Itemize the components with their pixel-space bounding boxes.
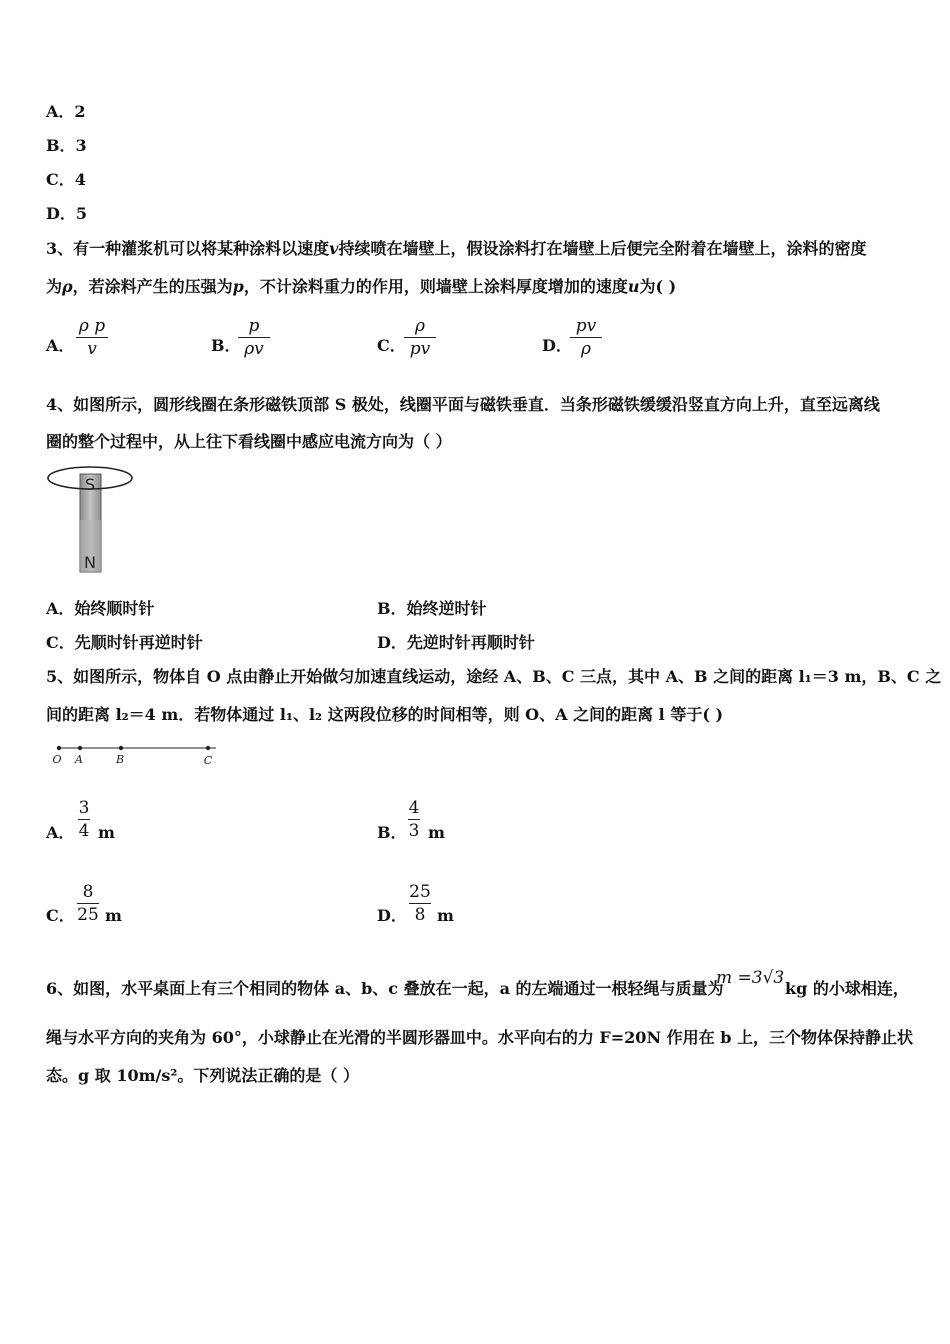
magnet-north-label: N xyxy=(84,553,96,572)
q4-option-b[interactable]: B．始终逆时针 xyxy=(377,599,487,618)
q5-option-b-unit: m xyxy=(428,823,445,842)
q5-option-d-fraction: 25 8 xyxy=(409,882,431,925)
q3-stem-line1: 3、有一种灌浆机可以将某种涂料以速度v持续喷在墙壁上，假设涂料打在墙壁上后便完全附着在墙壁上，涂料的密度 xyxy=(46,239,867,258)
q4-stem-line1: 4、如图所示，圆形线圈在条形磁铁顶部 S 极处，线圈平面与磁铁垂直．当条形磁铁缓缓沿竖直方向上升，直至远离线 xyxy=(46,395,880,414)
q4-option-d[interactable]: D．先逆时针再顺时针 xyxy=(377,633,535,652)
q5-option-c-label[interactable]: C． xyxy=(46,906,75,925)
label-o: O xyxy=(52,753,62,766)
option-text: 4 xyxy=(74,170,86,189)
q3-option-b-label[interactable]: B． xyxy=(211,336,241,355)
q3-option-a-label[interactable]: A． xyxy=(46,336,75,355)
q3-option-d-label[interactable]: D． xyxy=(542,336,572,355)
q3-option-a-fraction: ρ p v xyxy=(72,316,112,359)
q6-stem-line2: 绳与水平方向的夹角为 60°，小球静止在光滑的半圆形器皿中。水平向右的力 F=20N 作用在 b 上，三个物体保持静止状 xyxy=(46,1028,913,1047)
q3-option-c-label[interactable]: C． xyxy=(377,336,406,355)
q5-option-b-label[interactable]: B． xyxy=(377,823,407,842)
q3-option-b-fraction: p ρv xyxy=(234,316,274,359)
option-label: B． xyxy=(46,136,76,155)
point-c xyxy=(206,746,210,750)
q5-option-a-unit: m xyxy=(98,823,115,842)
point-b xyxy=(119,746,123,750)
q5-option-a-label[interactable]: A． xyxy=(46,823,75,842)
label-b: B xyxy=(115,753,125,766)
q6-stem-line1-end: kg 的小球相连， xyxy=(785,979,909,998)
q5-stem-line1: 5、如图所示，物体自 O 点由静止开始做匀加速直线运动，途经 A、B、C 三点，其中 A、B 之间的距离 l₁＝3 m，B、C 之 xyxy=(46,667,942,686)
q2-option-c[interactable] xyxy=(46,170,86,190)
option-label: D． xyxy=(46,204,76,223)
q5-option-c-fraction: 8 25 xyxy=(77,882,99,925)
q5-option-c-unit: m xyxy=(105,906,122,925)
q4-magnet-figure xyxy=(44,462,136,578)
q3-option-c-fraction: ρ pv xyxy=(400,316,440,359)
q5-option-d-unit: m xyxy=(437,906,454,925)
q6-stem-line1: 6、如图，水平桌面上有三个相同的物体 a、b、c 叠放在一起，a 的左端通过一根轻绳与质量为 xyxy=(46,979,724,998)
q5-option-b-fraction: 4 3 xyxy=(408,798,420,841)
q3-stem-line2: 为ρ，若涂料产生的压强为p，不计涂料重力的作用，则墙壁上涂料厚度增加的速度u为( ) xyxy=(46,277,677,296)
q5-option-a-fraction: 3 4 xyxy=(78,798,90,841)
point-o xyxy=(57,746,61,750)
option-label: A． xyxy=(46,102,75,121)
magnet-south-label: S xyxy=(84,475,96,494)
option-label: C． xyxy=(46,170,75,189)
q4-stem-line2: 圈的整个过程中，从上往下看线圈中感应电流方向为（ ） xyxy=(46,432,452,451)
q3-option-d-fraction: pv ρ xyxy=(566,316,606,359)
q5-line-diagram xyxy=(48,738,223,768)
q6-mass-formula: m =3√3 xyxy=(716,968,785,988)
point-a xyxy=(78,746,82,750)
q4-option-c[interactable]: C．先顺时针再逆时针 xyxy=(46,633,203,652)
label-c: C xyxy=(203,754,213,767)
q2-option-d[interactable] xyxy=(46,204,87,224)
option-text: 2 xyxy=(74,102,86,121)
points-line xyxy=(48,738,223,768)
q2-option-a[interactable] xyxy=(46,102,86,122)
label-a: A xyxy=(75,753,83,766)
q6-stem-line3: 态。g 取 10m/s²。下列说法正确的是（ ） xyxy=(46,1066,359,1085)
magnet-coil-diagram xyxy=(44,462,136,578)
option-text: 3 xyxy=(75,136,87,155)
q2-option-b[interactable] xyxy=(46,136,87,156)
option-text: 5 xyxy=(75,204,88,223)
q4-option-a[interactable]: A．始终顺时针 xyxy=(46,599,155,618)
q5-option-d-label[interactable]: D． xyxy=(377,906,407,925)
q5-stem-line2: 间的距离 l₂＝4 m．若物体通过 l₁、l₂ 这两段位移的时间相等，则 O、A 之间的距离 l 等于( ) xyxy=(46,705,724,724)
